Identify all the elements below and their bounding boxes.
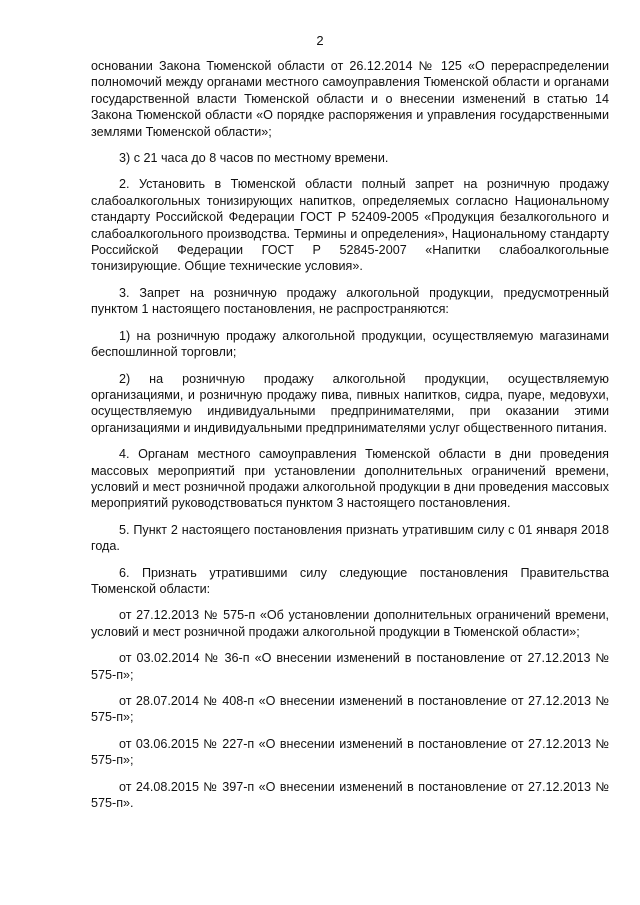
paragraph-repealed-3: от 28.07.2014 № 408-п «О внесении изменений в постановление от 27.12.2013 № 575-п»; <box>91 694 609 725</box>
paragraph-repealed-4: от 03.06.2015 № 227-п «О внесении изменений в постановление от 27.12.2013 № 575-п»; <box>91 736 609 768</box>
page-number: 2 <box>316 33 324 48</box>
paragraph-clause-2: 2. Установить в Тюменской области полный запрет на розничную продажу слабоалкогольных тонизирующих напитков, определяемых согласно Национальному стандарту Российской Федерации ГОСТ Р 52409-2005 «Продукция безалкогольного и слабоалкогольного производства. Термины и определения», Национальному стандарту Российской Федерации ГОСТ Р 52845-2007 «Напитки слабоалкогольные тонизирующие. Общие технические условия». <box>91 177 609 274</box>
paragraph-clause-6: 6. Признать утратившими силу следующие постановления Правительства Тюменской области: <box>91 565 609 596</box>
paragraph-repealed-5: от 24.08.2015 № 397-п «О внесении изменений в постановление от 27.12.2013 № 575-п». <box>91 779 609 811</box>
paragraph-repealed-1: от 27.12.2013 № 575-п «Об установлении дополнительных ограничений времени, условий и мест розничной продажи алкогольной продукции в Тюменской области»; <box>91 608 609 639</box>
paragraph-clause-5: 5. Пункт 2 настоящего постановления признать утратившим силу с 01 января 2018 года. <box>91 522 609 554</box>
paragraph-continuation: основании Закона Тюменской области от 26.12.2014 № 125 «О перераспределении полномочий между органами местного самоуправления Тюменской области и органами государственной власти Тюменской области и о внесении изменений в статью 14 Закона Тюменской области «О порядке распоряжения и управления государственными землями Тюменской области»; <box>91 59 609 139</box>
document-body <box>91 58 609 821</box>
paragraph-subitem-1: 1) на розничную продажу алкогольной продукции, осуществляемую магазинами беспошлинной торговли; <box>91 328 609 360</box>
paragraph-clause-4: 4. Органам местного самоуправления Тюменской области в дни проведения массовых мероприятий при установлении дополнительных ограничений времени, условий и мест розничной продажи алкогольной продукции в дни проведения массовых мероприятий руководствоваться пунктом 3 настоящего постановления. <box>91 447 609 511</box>
paragraph-item-3: 3) с 21 часа до 8 часов по местному времени. <box>119 151 389 166</box>
paragraph-subitem-2: 2) на розничную продажу алкогольной продукции, осуществляемую организациями, и розничную продажу пива, пивных напитков, сидра, пуаре, медовухи, осуществляемую индивидуальными предпринимателями, при оказании этими организациями и индивидуальными предпринимателями услуг общественного питания. <box>91 371 609 435</box>
paragraph-repealed-2: от 03.02.2014 № 36-п «О внесении изменений в постановление от 27.12.2013 № 575-п»; <box>91 651 609 682</box>
paragraph-clause-3: 3. Запрет на розничную продажу алкогольной продукции, предусмотренный пунктом 1 настоящего постановления, не распространяются: <box>91 285 609 317</box>
